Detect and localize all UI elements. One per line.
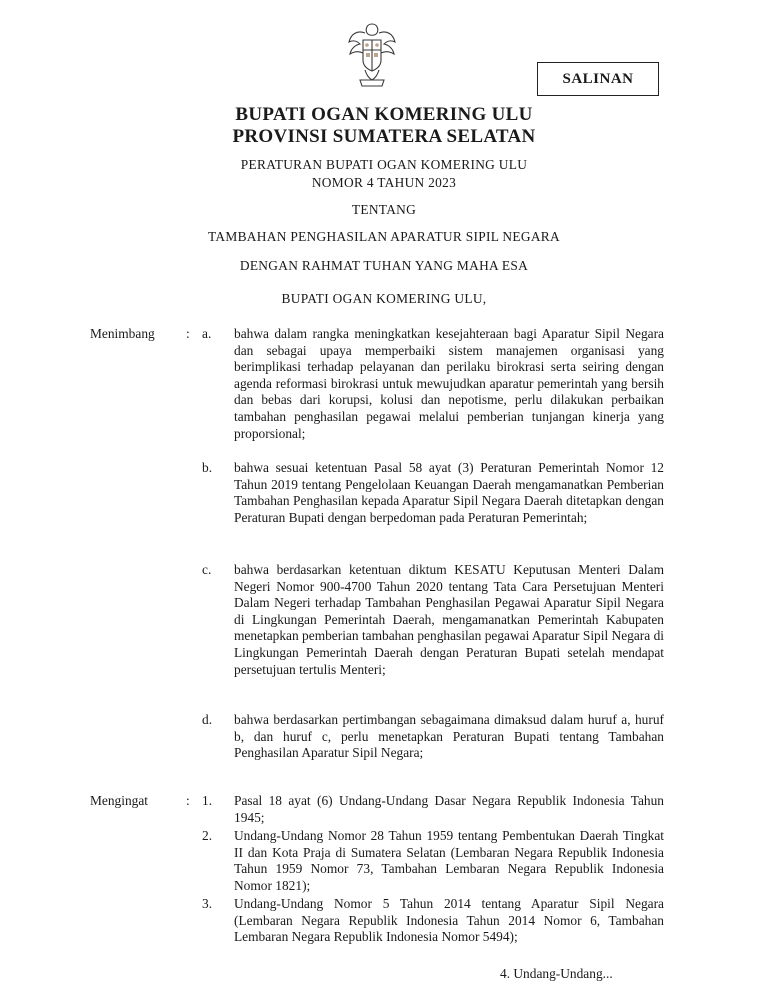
garuda-emblem-icon [345, 20, 399, 90]
regulation-number: NOMOR 4 TAHUN 2023 [311, 175, 457, 190]
issuer-line: BUPATI OGAN KOMERING ULU, [281, 291, 487, 306]
item-text: bahwa berdasarkan ketentuan diktum KESATU Keputusan Menteri Dalam Negeri Nomor 900-4700 Tahun 2020 tentang Tata Cara Persetujuan Menteri Dalam Negeri terhadap Tambahan Penghasilan Pegawai Aparatur Sipil Negara di Lingkungan Pemerintah Daerah, mengamanatkan Pemerintah Kabupaten menetapkan pemberian tambahan penghasilan pegawai Aparatur Sipil Negara di Lingkungan Pemerintah Daerah dengan Peraturan Bupati setelah mendapat persetujuan tertulis Menteri; [234, 562, 664, 677]
item-marker: d. [202, 712, 213, 727]
mengingat-label: Mengingat [90, 793, 149, 808]
preamble-invocation: DENGAN RAHMAT TUHAN YANG MAHA ESA [239, 258, 529, 273]
mengingat-colon: : [186, 793, 190, 808]
item-marker: 2. [202, 828, 213, 843]
item-marker: 3. [202, 896, 213, 911]
item-text: bahwa dalam rangka meningkatkan kesejahteraan bagi Aparatur Sipil Negara dan sebagai upaya memperbaiki sistem manajemen organisasi yang berimplikasi terhadap pelayanan dan perilaku birokrasi serta seiring dengan agenda reformasi birokrasi untuk mewujudkan aparatur pemerintah yang bersih dan bebas dari korupsi, kolusi dan nepotisme, perlu dilakukan perbaikan tambahan penghasilan pegawai melalui pemberian tunjangan kinerja yang proporsional; [234, 326, 664, 441]
salinan-stamp: SALINAN [537, 62, 659, 96]
item-text: bahwa berdasarkan pertimbangan sebagaimana dimaksud dalam huruf a, huruf b, dan huruf c, perlu menetapkan Peraturan Bupati tentang Tambahan Penghasilan Aparatur Sipil Negara; [234, 712, 664, 761]
document-title-line2: PROVINSI SUMATERA SELATAN [232, 126, 536, 147]
page-continuation: 4. Undang-Undang... [500, 966, 613, 981]
item-text: Undang-Undang Nomor 28 Tahun 1959 tentang Pembentukan Daerah Tingkat II dan Kota Praja di Sumatera Selatan (Lembaran Negara Republik Indonesia Tahun 1959 Nomor 73, Tambahan Lembaran Negara Republik Indonesia Nomor 1821); [234, 828, 664, 893]
item-text: bahwa sesuai ketentuan Pasal 58 ayat (3) Peraturan Pemerintah Nomor 12 Tahun 2019 tentang Pengelolaan Keuangan Daerah mengamanatkan Pemberian Tambahan Penghasilan kepada Aparatur Sipil Negara Daerah ditetapkan dengan Peraturan Bupati dengan berpedoman pada Peraturan Pemerintah; [234, 460, 664, 525]
document-title-line1: BUPATI OGAN KOMERING ULU [235, 104, 533, 125]
item-marker: a. [202, 326, 212, 341]
menimbang-label: Menimbang [90, 326, 155, 341]
item-text: Pasal 18 ayat (6) Undang-Undang Dasar Negara Republik Indonesia Tahun 1945; [234, 793, 664, 825]
item-marker: b. [202, 460, 213, 475]
item-marker: 1. [202, 793, 213, 808]
regulation-subject: TAMBAHAN PENGHASILAN APARATUR SIPIL NEGARA [207, 229, 561, 244]
item-marker: c. [202, 562, 212, 577]
tentang-heading: TENTANG [351, 202, 417, 217]
regulation-title: PERATURAN BUPATI OGAN KOMERING ULU [240, 157, 528, 172]
menimbang-colon: : [186, 326, 190, 341]
item-text: Undang-Undang Nomor 5 Tahun 2014 tentang Aparatur Sipil Negara (Lembaran Negara Republik Indonesia Tahun 2014 Nomor 6, Tambahan Lembaran Negara Republik Indonesia Nomor 5494); [234, 896, 664, 945]
